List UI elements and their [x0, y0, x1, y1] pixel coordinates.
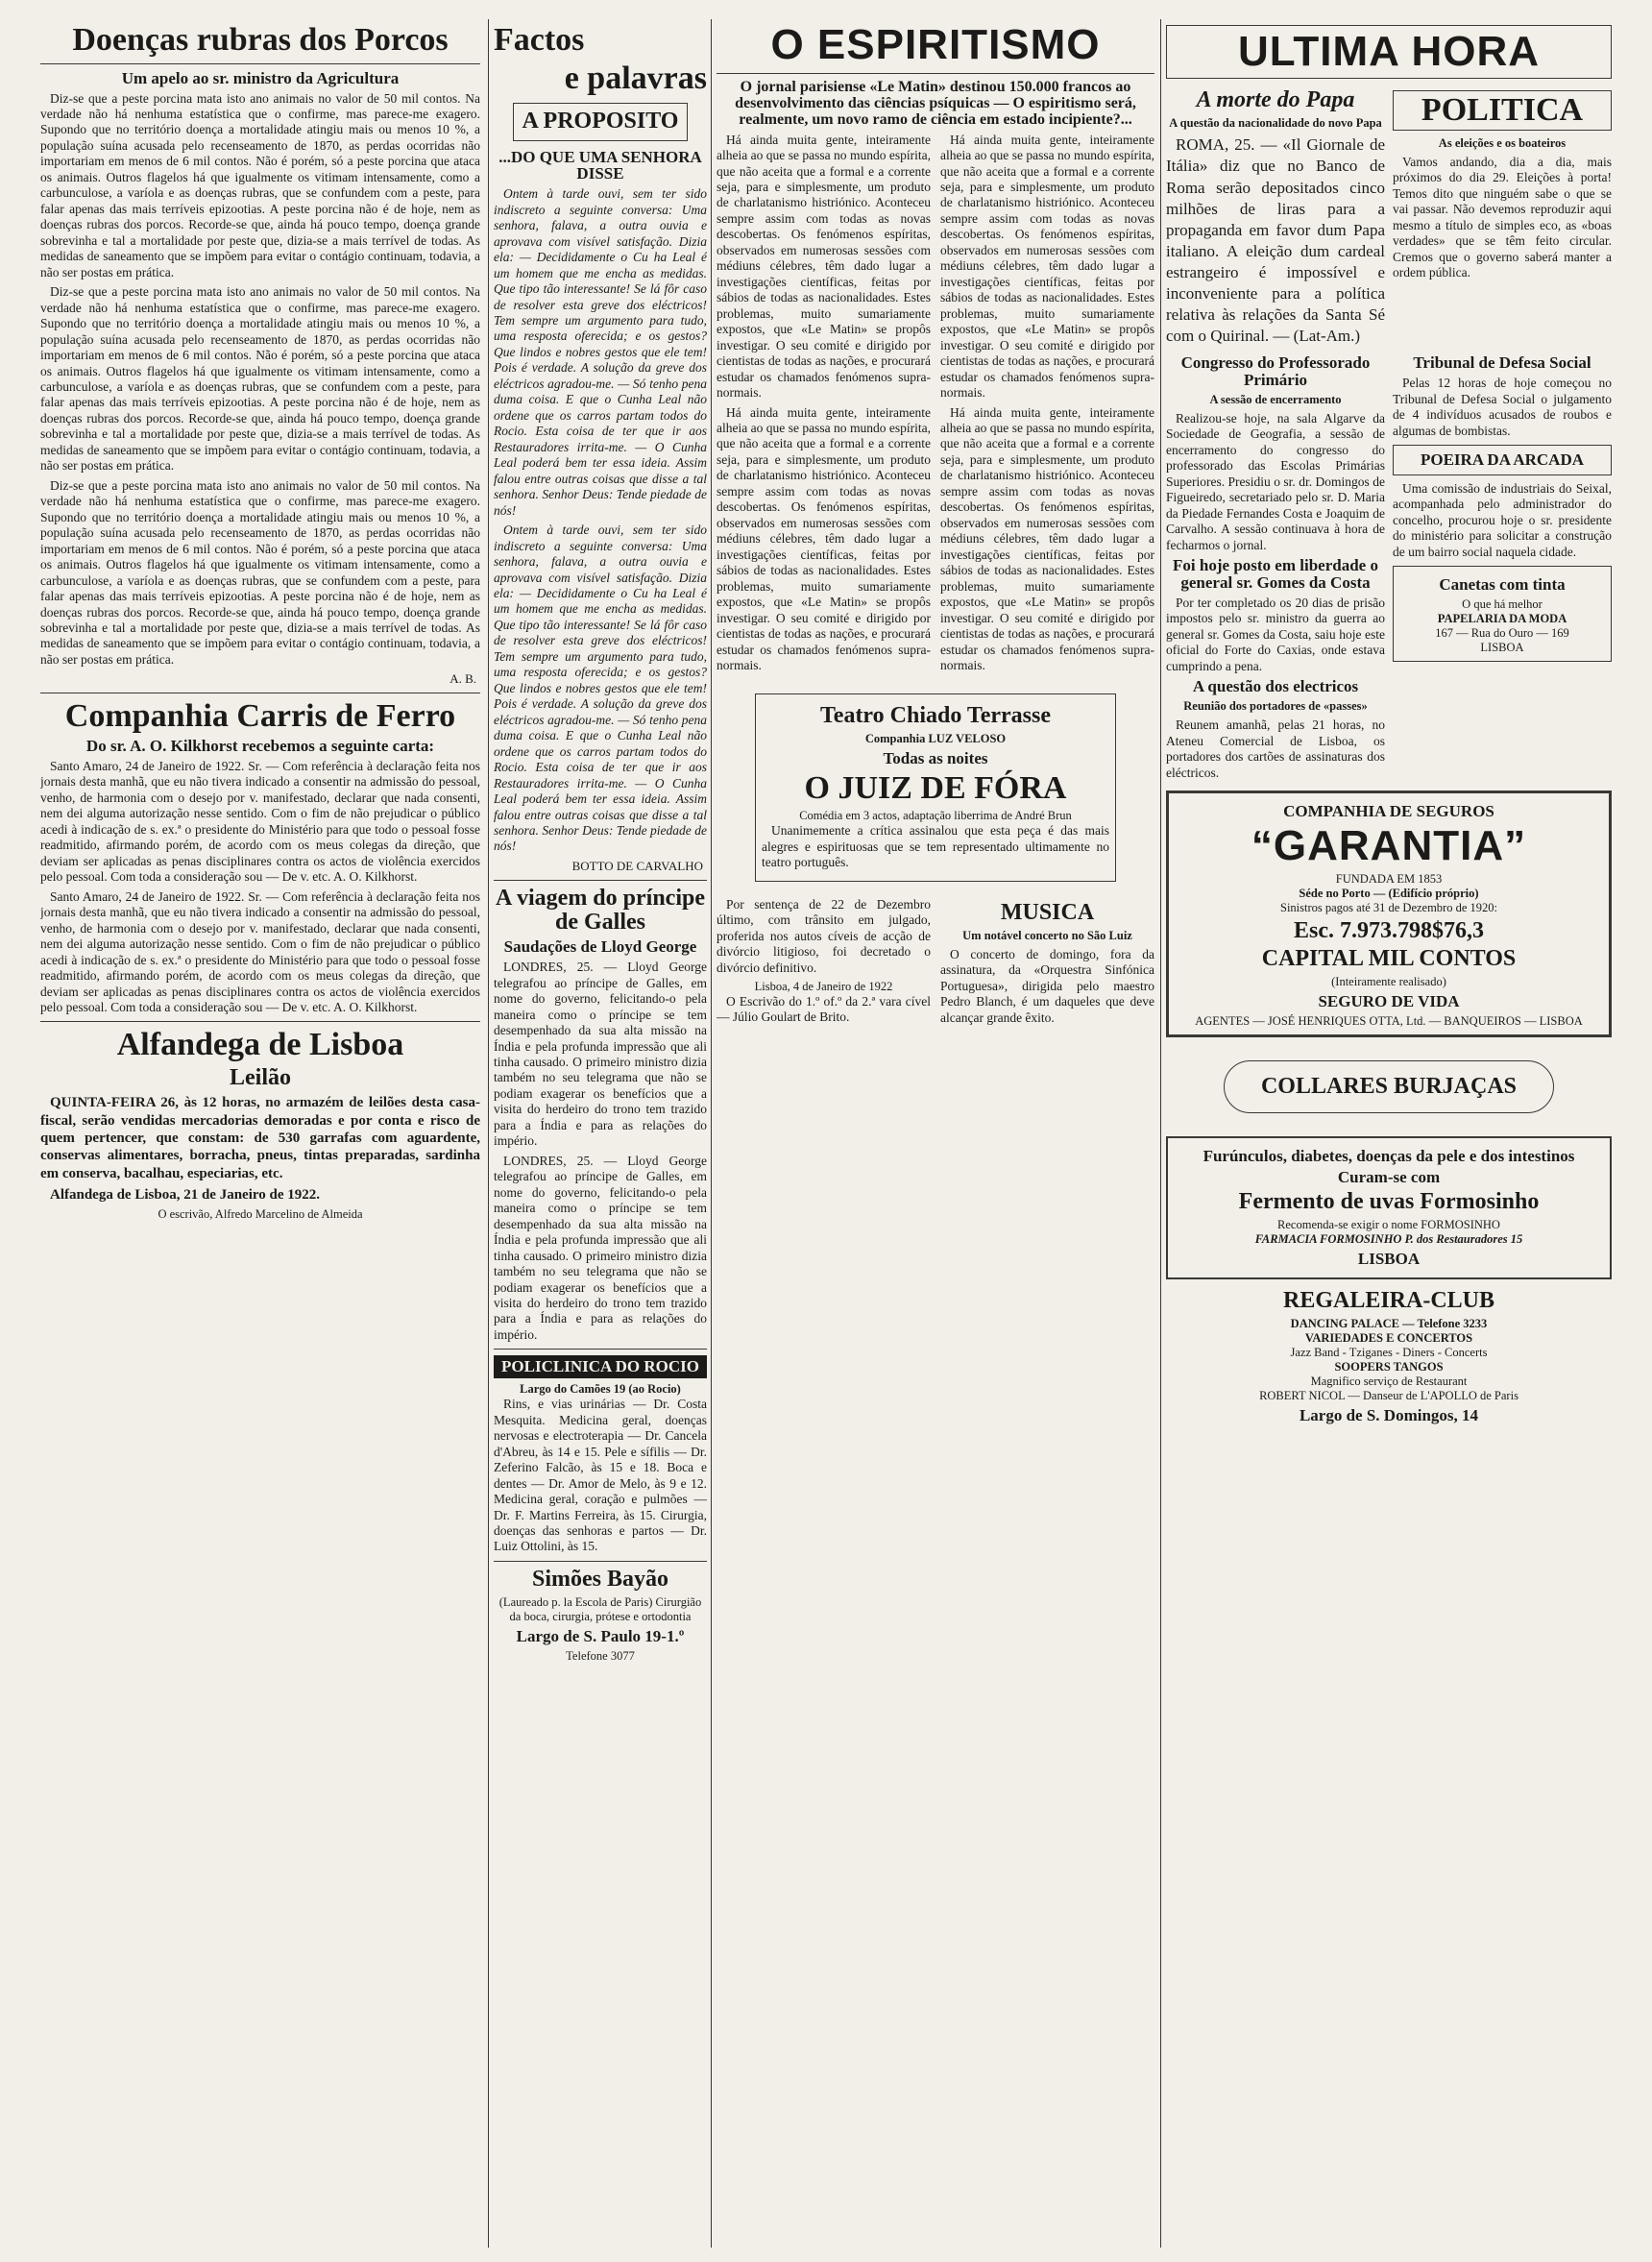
factos-heading-2: e palavras — [564, 60, 707, 96]
congresso-body: Realizou-se hoje, na sala Algarve da Sociedade de Geografia, a sessão de encerramento do congresso do professorado das Escolas Primárias Superiores. Presidiu o sr. dr. Domingos de Figueiredo, secretariado pelo sr. D. Maria da Piedade Fernandes Costa e Joaquim de Carvalho. A sessão continuava à hora de fecharmos o jornal. — [1166, 411, 1385, 552]
alfandega-subheading: Leilão — [230, 1065, 291, 1091]
factos-subheading: ...DO QUE UMA SENHORA DISSE — [498, 147, 702, 183]
electricos-heading: A questão dos electricos — [1192, 677, 1359, 696]
garantia-realized: (Inteiramente realisado) — [1331, 975, 1446, 989]
congresso-subheading: A sessão de encerramento — [1209, 393, 1342, 406]
simoes-address: Largo de S. Paulo 19-1.º — [516, 1627, 685, 1646]
congresso-block — [1166, 351, 1385, 785]
canetas-city: LISBOA — [1480, 641, 1524, 655]
edital-date: Lisboa, 4 de Janeiro de 1922 — [754, 979, 893, 993]
simoes-heading: Simões Bayão — [531, 1566, 668, 1592]
garantia-agents: AGENTES — JOSÉ HENRIQUES OTTA, Ltd. — BANQUEIROS — LISBOA — [1195, 1014, 1583, 1029]
espiritismo-body: Há ainda muita gente, inteiramente alheia ao que se passa no mundo espírita, que não aceita que a formal e a corrente seja, para e simplesmente, um produto de charlatanismo histriónico. Aconteceu sempre assim com todas as novas descobertas. Os fenómenos espíritas, observados em numerosas sessões com médiuns célebres, têm dado lugar a investigações científicas, feitas por sábios de todas as nacionalidades. Estes problemas, muito sumariamente expostos, que «Le Matin» se propôs investigar. O seu comité e dirigido por cientistas de todas as nações, e procurará estudar os chamados fenómenos supra-normais. — [940, 404, 1154, 673]
congresso-heading: Congresso do Professorado Primário — [1180, 353, 1371, 390]
espiritismo-subheading: O jornal parisiense «Le Matin» destinou 150.000 francos ao desenvolvimento das ciências psíquicas — O espiritismo será, realmente, um novo ramo de ciência em estado incipiente?... — [735, 79, 1136, 128]
poeira-heading: POEIRA DA ARCADA — [1393, 445, 1612, 475]
espiritismo-body: Há ainda muita gente, inteiramente alheia ao que se passa no mundo espírita, que não aceita que a formal e a corrente seja, para e simplesmente, um produto de charlatanismo histriónico. Aconteceu sempre assim com todas as novas descobertas. Os fenómenos espíritas, observados em numerosas sessões com médiuns célebres, têm dado lugar a investigações científicas, feitas por sábios de todas as nacionalidades. Estes problemas, muito sumariamente expostos, que «Le Matin» se propôs investigar. O seu comité e dirigido por cientistas de todas as nações, e procurará estudar os chamados fenómenos supra-normais. — [940, 132, 1154, 401]
formosinho-title: Furúnculos, diabetes, doenças da pele e dos intestinos — [1203, 1147, 1575, 1166]
article-body: Diz-se que a peste porcina mata isto ano animais no valor de 50 mil contos. Na verdade não há nenhuma estatística que o confirme, mas parece-me exagero. Supondo que no território doença a mortalidade atingiu mais ou menos 10 %, a população suína acusada pelo recenseamento de 1870, as perdas ocorridas não importariam em menos de 6 mil contos. Não é porém, só a peste porcina que ataca os animais. Outros flagelos há que igualmente os vitimam intensamente, como a carbunculose, a varíola e as doenças rubras, que se confundem com a peste, para falar apenas das mais terríveis epizootias. A peste porcina não é de hoje, nem as doenças rubras dos porcos. Recorde-se que, ainda há pouco tempo, doença grande sobrevinha e tal a mortalidade por peste que, dizia-se a mais terrível de todas. As medidas de saneamento que se impõem para evitar o contágio continuam, todavia, a não ser postas em prática. — [40, 477, 480, 667]
article-signature: A. B. — [449, 671, 476, 687]
garantia-seguro: SEGURO DE VIDA — [1318, 992, 1460, 1011]
garantia-name: “GARANTIA” — [1251, 821, 1527, 869]
electricos-subheading: Reunião dos portadores de «passes» — [1183, 699, 1368, 714]
article-body: Diz-se que a peste porcina mata isto ano animais no valor de 50 mil contos. Na verdade não há nenhuma estatística que o confirme, mas parece-me exagero. Supondo que no território doença a mortalidade atingiu mais ou menos 10 %, a população suína acusada pelo recenseamento de 1870, as perdas ocorridas não importariam em menos de 6 mil contos. Não é porém, só a peste porcina que ataca os animais. Outros flagelos há que igualmente os vitimam intensamente, como a carbunculose, a varíola e as doenças rubras, que se confundem com a peste, para falar apenas das mais terríveis epizootias. A peste porcina não é de hoje, nem as doenças rubras dos porcos. Recorde-se que, ainda há pouco tempo, doença grande sobrevinha e tal a mortalidade por peste que, dizia-se a mais terrível de todas. As medidas de saneamento que se impõem para evitar o contágio continuam, todavia, a não ser postas em prática. — [40, 284, 480, 474]
a-proposito-badge: A PROPOSITO — [513, 103, 688, 140]
viagem-heading: A viagem do príncipe de Galles — [495, 885, 705, 936]
poeira-body: Uma comissão de industriais do Seixal, acompanhada pelo administrador do concelho, procurou hoje o sr. presidente do ministério para solicitar a construção de um bairro social naquela cidade. — [1393, 480, 1612, 559]
carris-heading: Companhia Carris de Ferro — [64, 698, 456, 735]
politica-subheading: As eleições e os boateiros — [1438, 135, 1567, 150]
theatre-play: O JUIZ DE FÓRA — [804, 769, 1067, 806]
tribunal-block — [1393, 351, 1612, 785]
policlinica-address: Largo do Camões 19 (ao Rocio) — [520, 1382, 681, 1397]
theatre-review: Unanimemente a crítica assinalou que esta peça é das mais alegres e espirituosas que se tem representado ultimamente no teatro português. — [762, 823, 1109, 870]
regaleira-line: ROBERT NICOL — Danseur de L'APOLLO de Paris — [1259, 1389, 1518, 1403]
column-1 — [40, 19, 480, 1222]
formosinho-product: Fermento de uvas Formosinho — [1238, 1189, 1540, 1215]
carris-subheading: Do sr. A. O. Kilkhorst recebemos a seguinte carta: — [85, 737, 435, 756]
column-2 — [494, 19, 707, 1664]
garantia-capital: CAPITAL MIL CONTOS — [1261, 946, 1517, 972]
theatre-advert — [755, 693, 1116, 882]
formosinho-city: LISBOA — [1357, 1250, 1421, 1269]
alfandega-signature: O escrivão, Alfredo Marcelino de Almeida — [158, 1207, 363, 1222]
factos-body: Ontem à tarde ouvi, sem ter sido indiscreto a seguinte conversa: Uma senhora, falava, a outra ouvia e aprovava com visível satisfação. Dizia ela: — Decididamente o Cu ha Leal é um homem que me encha as medidas. Que tipo tão interessante! Se lá fôr caso de resolver esta greve dos eléctricos! Tem sempre um argumento para tudo, uma resposta oferecida; e os gestos? Que lindos e nobres gestos que ele tem! Pois é verdade. A solução da greve dos eléctricos agradou-me. — Só tenho pena duma coisa. E que o Cunha Leal não ordene que os carros partam todos do Rocio. Esta coisa de ter que ir aos Restauradores irrita-me. — O Cunha Leal poderá bem ter essa ideia. Assim falou entre outras coisas que disse a tal senhora. Senhor Deus: Tende piedade de nós! — [494, 523, 707, 854]
column-3 — [717, 19, 1154, 1030]
collares-logo: COLLARES BURJAÇAS — [1224, 1060, 1554, 1113]
column-rule — [711, 19, 712, 2248]
column-4 — [1166, 19, 1612, 1428]
edital-body: Por sentença de 22 de Dezembro último, com trânsito em julgado, proferida nos autos cíveis de acção de divórcio litigioso, foi decretado o divórcio definitivo. — [717, 896, 931, 975]
policlinica-heading: POLICLINICA DO ROCIO — [494, 1355, 707, 1378]
policlinica-body: Rins, e vias urinárias — Dr. Costa Mesquita. Medicina geral, doenças nervosas e electroterapia — Dr. Cancela d'Abreu, às 14 e 15. Pele e sífilis — Dr. Zeferino Falcão, às 15 e 18. Boca e dentes — Dr. Amor de Melo, às 9 e 12. Medicina geral, coração e pulmões — Dr. F. Martins Ferreira, às 15. Cirurgia, doenças das senhoras e partos — Dr. Luiz Ottolini, às 15. — [494, 1397, 707, 1554]
canetas-advert — [1393, 566, 1612, 662]
costa-body: Por ter completado os 20 dias de prisão impostos pelo sr. ministro da guerra ao general sr. Gomes da Costa, saiu hoje este oficial do Forte do Caxias, onde estava cumprindo a pena. — [1166, 595, 1385, 673]
simoes-body: (Laureado p. la Escola de Paris) Cirurgião da boca, cirurgia, prótese e ortodontia — [498, 1595, 702, 1624]
factos-signature: BOTTO DE CARVALHO — [571, 858, 703, 873]
alfandega-footer: Alfandega de Lisboa, 21 de Janeiro de 1922. — [50, 1186, 320, 1203]
espiritismo-body: Há ainda muita gente, inteiramente alheia ao que se passa no mundo espírita, que não aceita que a formal e a corrente seja, para e simplesmente, um produto de charlatanismo histriónico. Aconteceu sempre assim com todas as novas descobertas. Os fenómenos espíritas, observados em numerosas sessões com médiuns célebres, têm dado lugar a investigações científicas, feitas por sábios de todas as nacionalidades. Estes problemas, muito sumariamente expostos, que «Le Matin» se propôs investigar. O seu comité e dirigido por cientistas de todas as nações, e procurará estudar os chamados fenómenos supra-normais. — [717, 132, 931, 401]
politica-heading: POLITICA — [1393, 90, 1612, 131]
article-heading: Doenças rubras dos Porcos — [72, 22, 449, 58]
espiritismo-heading: O ESPIRITISMO — [770, 21, 1101, 68]
garantia-seat: Séde no Porto — (Edifício próprio) — [1299, 887, 1479, 900]
simoes-telephone: Telefone 3077 — [566, 1648, 635, 1663]
viagem-body: LONDRES, 25. — Lloyd George telegrafou ao príncipe de Galles, em nome do governo, felicitando-o pela maneira como o príncipe se tem desempenhado da sua alta missão na Índia e pela profunda impressão que ali tinha causado. O primeiro ministro dizia também no seu telegrama que não se podiam exagerar os benefícios que a visita do herdeiro do trono tem trazido para a Índia e para as relações do império. — [494, 960, 707, 1149]
canetas-shop: PAPELARIA DA MODA — [1437, 612, 1567, 626]
regaleira-advert — [1166, 1289, 1612, 1424]
garantia-founded: FUNDADA EM 1853 — [1335, 872, 1443, 886]
tribunal-heading: Tribunal de Defesa Social — [1413, 353, 1591, 373]
viagem-subheading: Saudações de Lloyd George — [503, 937, 697, 957]
ultima-hora-masthead: ULTIMA HORA — [1166, 25, 1612, 79]
article-body: Diz-se que a peste porcina mata isto ano animais no valor de 50 mil contos. Na verdade não há nenhuma estatística que o confirme, mas parece-me exagero. Supondo que no território doença a mortalidade atingiu mais ou menos 10 %, a população suína acusada pelo recenseamento de 1870, as perdas ocorridas não importariam em menos de 6 mil contos. Não é porém, só a peste porcina que ataca os animais. Outros flagelos há que igualmente os vitimam intensamente, como a carbunculose, a varíola e as doenças rubras, que se confundem com a peste, para falar apenas das mais terríveis epizootias. A peste porcina não é de hoje, nem as doenças rubras dos porcos. Recorde-se que, ainda há pouco tempo, doença grande sobrevinha e tal a mortalidade por peste que, dizia-se a mais terrível de todas. As medidas de saneamento que se impõem para evitar o contágio continuam, todavia, a não ser postas em prática. — [40, 90, 480, 280]
alfandega-heading: Alfandega de Lisboa — [116, 1027, 404, 1063]
canetas-address: 167 — Rua do Ouro — 169 — [1435, 626, 1569, 641]
carris-body: Santo Amaro, 24 de Janeiro de 1922. Sr. — Com referência à declaração feita nos jornais desta manhã, que eu não tivera indicado a consentir na admissão do pessoal, venho, de harmonia com o desejo por v. manifestado, declarar que nada consenti, nem dei alguma autorização nesse sentido. Com o fim de não prejudicar o público acedi à indicação de s. ex.ª o presidente do Ministério para que todo o pessoal fosse readmitido, afirmando porém, de acordo com os meus colegas da direção, que deviam ser aplicadas as penas disciplinares contra os actos de violência exercidos pelo pessoal. Com toda a consideração sou — De v. etc. A. O. Kilkhorst. — [40, 888, 480, 1014]
regaleira-line: Magnifico serviço de Restaurant — [1310, 1374, 1468, 1389]
formosinho-recommendation: Recomenda-se exigir o nome FORMOSINHO — [1277, 1218, 1500, 1232]
musica-heading: MUSICA — [1000, 899, 1095, 925]
papa-body: ROMA, 25. — «Il Giornale de Itália» diz que no Banco de Roma serão depositados cinco milhões de liras para a propaganda em favor dum Papa italiano. A eleição dum cardeal estrangeiro é impossível e inconveniente para a política relativa às relações da Santa Sé com o Quirinal. — (Lat-Am.) — [1166, 135, 1385, 346]
garantia-claims: Sinistros pagos até 31 de Dezembro de 1920: — [1280, 901, 1497, 914]
electricos-body: Reunem amanhã, pelas 21 horas, no Ateneu Comercial de Lisboa, os portadores dos cartões de assinaturas dos eléctricos. — [1166, 718, 1385, 780]
papa-block — [1166, 85, 1385, 351]
regaleira-line: DANCING PALACE — Telefone 3233 — [1290, 1317, 1488, 1331]
garantia-amount: Esc. 7.973.798$76,3 — [1294, 918, 1484, 943]
alfandega-body: QUINTA-FEIRA 26, às 12 horas, no armazém de leilões desta casa-fiscal, serão vendidas mercadorias demoradas e por conta e risco de quem pertencer, que constam: de 530 garrafas com aguardente, conservas alimentares, borracha, pneus, tintas preparadas, sardinha em conserva, bacalhau, especiarias, etc. — [40, 1095, 480, 1181]
theatre-name: Teatro Chiado Terrasse — [819, 702, 1052, 728]
musica-body: O concerto de domingo, fora da assinatura, da «Orquestra Sinfónica Portuguesa», dirigida pelo maestro Pedro Blanch, é um daqueles que deve alcançar grande êxito. — [940, 946, 1154, 1025]
canetas-title: Canetas com tinta — [1439, 575, 1566, 595]
espiritismo-body: Há ainda muita gente, inteiramente alheia ao que se passa no mundo espírita, que não aceita que a formal e a corrente seja, para e simplesmente, um produto de charlatanismo histriónico. Aconteceu sempre assim com todas as novas descobertas. Os fenómenos espíritas, observados em numerosas sessões com médiuns célebres, têm dado lugar a investigações científicas, feitas por sábios de todas as nacionalidades. Estes problemas, muito sumariamente expostos, que «Le Matin» se propôs investigar. O seu comité e dirigido por cientistas de todas as nações, e procurará estudar os chamados fenómenos supra-normais. — [717, 404, 931, 673]
musica-subheading: Um notável concerto no São Luiz — [962, 928, 1132, 942]
papa-heading: A morte do Papa — [1196, 87, 1355, 113]
regaleira-line: SOOPERS TANGOS — [1334, 1360, 1444, 1374]
regaleira-line: VARIEDADES E CONCERTOS — [1304, 1331, 1473, 1346]
politica-block — [1393, 85, 1612, 351]
canetas-text: O que há melhor — [1462, 597, 1543, 612]
garantia-company: COMPANHIA DE SEGUROS — [1283, 801, 1494, 820]
formosinho-pharmacy: FARMACIA FORMOSINHO P. dos Restauradores 15 — [1254, 1232, 1523, 1247]
tribunal-body: Pelas 12 horas de hoje começou no Tribunal de Defesa Social o julgamento de 4 indivíduos acusados de roubos e algumas de bombistas. — [1393, 376, 1612, 438]
factos-body: Ontem à tarde ouvi, sem ter sido indiscreto a seguinte conversa: Uma senhora, falava, a outra ouvia e aprovava com visível satisfação. Dizia ela: — Decididamente o Cu ha Leal é um homem que me encha as medidas. Que tipo tão interessante! Se lá fôr caso de resolver esta greve dos eléctricos! Tem sempre um argumento para tudo, uma resposta oferecida; e os gestos? Que lindos e nobres gestos que ele tem! Pois é verdade. A solução da greve dos eléctricos agradou-me. — Só tenho pena duma coisa. E que o Cunha Leal não ordene que os carros partam todos do Rocio. Esta coisa de ter que ir aos Restauradores irrita-me. — O Cunha Leal poderá bem ter essa ideia. Assim falou entre outras coisas que disse a tal senhora. Senhor Deus: Tende piedade de nós! — [494, 186, 707, 518]
theatre-description: Comédia em 3 actos, adaptação liberrima de André Brun — [799, 809, 1072, 823]
edital-block — [717, 897, 931, 1031]
factos-heading: Factos — [494, 22, 585, 58]
formosinho-advert — [1166, 1136, 1612, 1279]
regaleira-address: Largo de S. Domingos, 14 — [1299, 1406, 1479, 1425]
musica-block — [940, 897, 1154, 1031]
regaleira-line: Jazz Band - Tziganes - Diners - Concerts — [1290, 1346, 1488, 1360]
article-subheading: Um apelo ao sr. ministro da Agricultura — [121, 68, 400, 87]
politica-body: Vamos andando, dia a dia, mais próximos do dia 29. Eleições à porta! Temos dito que ninguém sabe o que se vai passar. Não devemos reproduzir aqui mesmo a título de simples eco, as «boas verdades» que se têm feito circular. Cremos que o governo saberá manter a ordem pública. — [1393, 154, 1612, 280]
garantia-advert — [1166, 790, 1612, 1037]
column-rule — [488, 19, 489, 2248]
edital-signature: O Escrivão do 1.º of.º da 2.ª vara cível — Júlio Goulart de Brito. — [717, 993, 931, 1025]
regaleira-name: REGALEIRA-CLUB — [1282, 1288, 1495, 1314]
formosinho-cure: Curam-se com — [1337, 1168, 1441, 1187]
papa-subheading: A questão da nacionalidade do novo Papa — [1169, 116, 1382, 131]
viagem-body: LONDRES, 25. — Lloyd George telegrafou ao príncipe de Galles, em nome do governo, felicitando-o pela maneira como o príncipe se tem desempenhado da sua alta missão na Índia e pela profunda impressão que ali tinha causado. O primeiro ministro dizia também no seu telegrama que não se podiam exagerar os benefícios que a visita do herdeiro do trono tem trazido para a Índia e para as relações do império. — [494, 1153, 707, 1342]
theatre-company: Companhia LUZ VELOSO — [864, 731, 1007, 745]
carris-body: Santo Amaro, 24 de Janeiro de 1922. Sr. — Com referência à declaração feita nos jornais desta manhã, que eu não tivera indicado a consentir na admissão do pessoal, venho, de harmonia com o desejo por v. manifestado, declarar que nada consenti, nem dei alguma autorização nesse sentido. Com o fim de não prejudicar o público acedi à indicação de s. ex.ª o presidente do Ministério para que todo o pessoal fosse readmitido, afirmando porém, de acordo com os meus colegas da direção, que deviam ser aplicadas as penas disciplinares contra os actos de violência exercidos pelo pessoal. Com toda a consideração sou — De v. etc. A. O. Kilkhorst. — [40, 758, 480, 885]
column-rule — [1160, 19, 1161, 2248]
theatre-nightly: Todas as noites — [883, 748, 988, 767]
costa-heading: Foi hoje posto em liberdade o general sr. Gomes da Costa — [1173, 556, 1378, 593]
